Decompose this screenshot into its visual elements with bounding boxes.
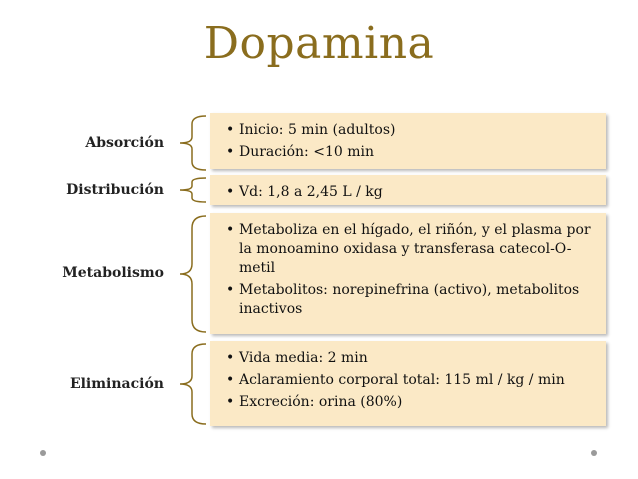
bullet-icon: • [226, 350, 235, 366]
brace-distribucion [170, 176, 210, 204]
brace-absorcion [170, 114, 210, 172]
brace-icon [170, 114, 210, 172]
list-item-text: Vida media: 2 min [239, 350, 368, 366]
bullet-icon: • [226, 282, 235, 298]
list-item [226, 143, 596, 162]
brace-eliminacion [170, 342, 210, 426]
list-item [226, 371, 596, 390]
brace-metabolismo [170, 214, 210, 334]
list-item [226, 349, 596, 368]
corner-dot-left [40, 450, 46, 456]
section-box-metabolismo [210, 213, 606, 334]
brace-icon [170, 176, 210, 204]
list-item-text: Duración: <10 min [239, 144, 374, 160]
section-box-distribucion [210, 175, 606, 205]
brace-icon [170, 342, 210, 426]
section-box-absorcion [210, 113, 606, 169]
list-item [226, 121, 596, 140]
list-item-text: Aclaramiento corporal total: 115 ml / kg / min [239, 372, 565, 388]
section-label-distribucion: Distribución [66, 182, 164, 198]
list-item-text: Excreción: orina (80%) [239, 394, 403, 410]
section-box-eliminacion [210, 341, 606, 426]
list-item-text: Vd: 1,8 a 2,45 L / kg [239, 184, 383, 200]
section-label-absorcion: Absorción [85, 135, 164, 151]
section-label-metabolismo: Metabolismo [62, 265, 164, 281]
bullet-icon: • [226, 184, 235, 200]
brace-icon [170, 214, 210, 334]
page-title: Dopamina [203, 18, 435, 69]
bullet-icon: • [226, 122, 235, 138]
bullet-icon: • [226, 222, 235, 238]
bullet-icon: • [226, 144, 235, 160]
list-item-text: Metabolitos: norepinefrina (activo), metabolitos inactivos [239, 282, 580, 317]
corner-dot-right [591, 450, 597, 456]
list-item [226, 281, 596, 319]
section-label-eliminacion: Eliminación [69, 376, 164, 392]
list-item [226, 221, 596, 278]
bullet-icon: • [226, 372, 235, 388]
list-item [226, 393, 596, 412]
list-item-text: Inicio: 5 min (adultos) [239, 122, 396, 138]
list-item [226, 183, 596, 202]
bullet-icon: • [226, 394, 235, 410]
list-item-text: Metaboliza en el hígado, el riñón, y el plasma por la monoamino oxidasa y transferasa catecol-O-metil [239, 222, 591, 276]
